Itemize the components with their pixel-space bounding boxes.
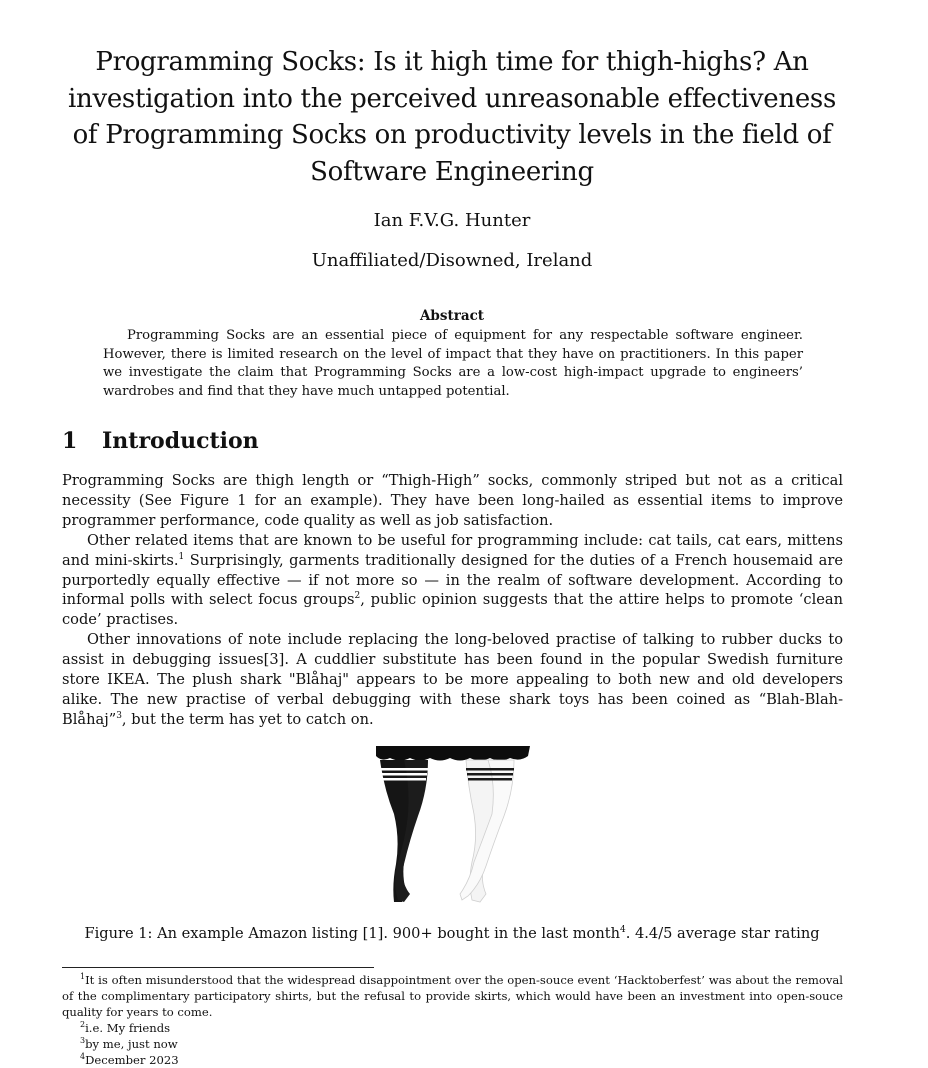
paragraph: Programming Socks are thigh length or “Thigh-High” socks, commonly striped but not as a critical necessity (See Figure 1 for an example). They have been long-hailed as essential items to improve programmer performance, code quality as well as job satisfaction.: [62, 472, 843, 529]
footnote-text: i.e. My friends: [85, 1021, 171, 1035]
caption-text: . 4.4/5 average star rating: [625, 925, 820, 942]
footnotes: [62, 972, 843, 1068]
footnote-marker: 1: [80, 972, 86, 981]
abstract-heading: Abstract: [419, 308, 485, 324]
footnote-ref: 1: [178, 551, 185, 562]
paragraph-text: Other related items that are known to be useful for programming include: cat tails, cat ears, mittens and mini-skirts.: [62, 531, 843, 569]
paper-title: Programming Socks: Is it high time for thigh-highs? An investigation into the perceived unreasonable effectiveness of Programming Socks on productivity levels in the field of Software Engineering: [68, 47, 836, 187]
footnote-marker: 2: [80, 1020, 86, 1029]
author-affiliation: Unaffiliated/Disowned, Ireland: [311, 250, 593, 271]
footnote-text: It is often misunderstood that the widespread disappointment over the open-souce event ‘Hacktoberfest’ was about the removal of the complimentary participatory shirts, but the refusal to provide skirts, which would have been an investment into open-souce quality for years to come.: [62, 973, 843, 1019]
footnote-ref: 3: [116, 710, 122, 721]
footnote-text: December 2023: [85, 1053, 179, 1067]
sock-stripe: [382, 778, 426, 781]
footnote-ref: 4: [620, 925, 626, 935]
section-title: Introduction: [102, 428, 259, 454]
socks-figure-image: [370, 744, 535, 904]
paragraph-text: , but the term has yet to catch on.: [121, 710, 374, 728]
abstract-text: Programming Socks are an essential piece of equipment for any respectable software engineer. However, there is limited research on the level of impact that they have on practitioners. In this paper we investigate the claim that Programming Socks are a low-cost high-impact upgrade to engineers’ wardrobes and find that they have much untapped potential.: [103, 328, 803, 399]
footnote: [62, 972, 843, 1020]
section-number: 1: [62, 428, 78, 454]
sock-stripe: [380, 768, 428, 771]
sock-stripe: [381, 773, 427, 776]
caption-text: Figure 1: An example Amazon listing [1]. 900+ bought in the last month: [84, 925, 620, 942]
footnote-marker: 3: [80, 1036, 86, 1045]
section-heading: [62, 428, 259, 454]
footnote: [62, 1020, 843, 1036]
footnote-divider: [62, 967, 374, 968]
footnote: [62, 1036, 843, 1052]
paragraph-text: Surprisingly, garments traditionally designed for the duties of a French housemaid are purportedly equally effective — if not more so — in the realm of software development. According to informal polls with select focus groups: [62, 551, 843, 609]
figure-caption: [0, 925, 904, 942]
paragraph-text: Other innovations of note include replacing the long-beloved practise of talking to rubber ducks to assist in debugging issues[3]. A cuddlier substitute has been found in the popular Swedish furniture store IKEA. The plush shark "Blåhaj" appears to be more appealing to both new and old developers alike. The new practise of verbal debugging with these shark toys has been coined as “Blah-Blah-Blåhaj”: [62, 631, 843, 728]
sock-stripe: [468, 778, 512, 781]
sock-stripe: [466, 768, 514, 771]
paragraph: [62, 531, 843, 631]
sock-stripe: [467, 773, 513, 776]
paragraph: [62, 630, 843, 730]
skirt-shape: [376, 746, 530, 761]
footnote-marker: 4: [80, 1052, 86, 1061]
footnote-text: by me, just now: [85, 1037, 178, 1051]
author-name: Ian F.V.G. Hunter: [373, 210, 531, 231]
intro-body: [62, 471, 843, 730]
footnote: [62, 1052, 843, 1068]
paragraph-text: , public opinion suggests that the attire helps to promote ‘clean code’ practises.: [62, 591, 843, 629]
footnote-ref: 2: [354, 591, 361, 602]
